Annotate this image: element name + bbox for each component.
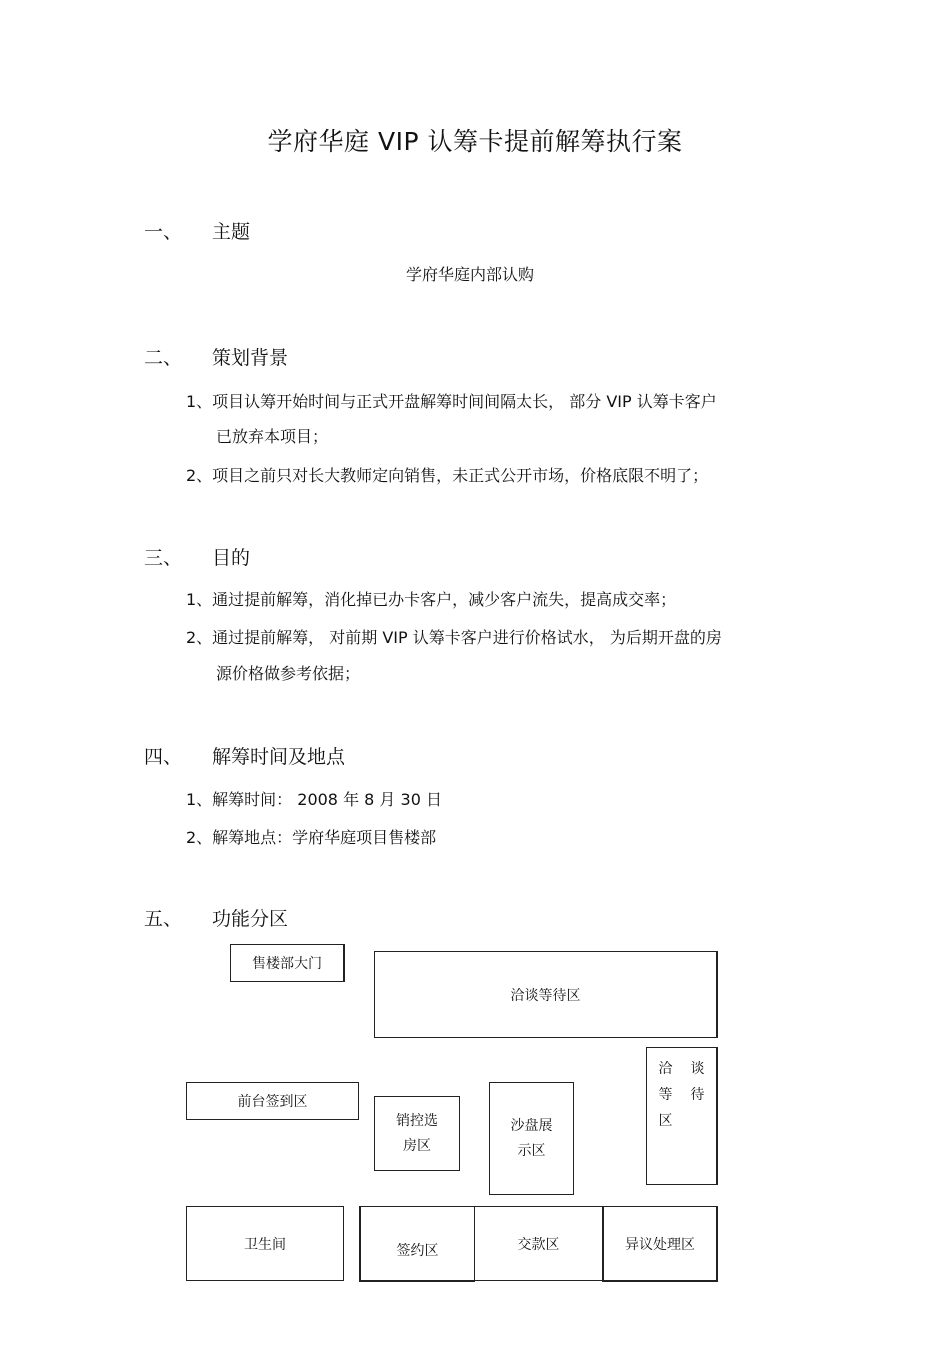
zone-signing: 签约区 xyxy=(359,1206,475,1282)
section-title-purpose: 目的 xyxy=(212,547,251,569)
section-number: 五、 xyxy=(144,908,183,930)
zone-negotiation-side xyxy=(646,1047,718,1185)
theme-text: 学府华庭内部认购 xyxy=(405,265,534,284)
zone-sales-control xyxy=(374,1096,460,1171)
section-title-background: 策划背景 xyxy=(212,347,289,369)
list-item: 1、通过提前解筹，消化掉已办卡客户，减少客户流失，提高成交率； xyxy=(186,590,677,609)
zone-dispute: 异议处理区 xyxy=(602,1206,718,1282)
zone-label: 销控选 xyxy=(396,1112,438,1129)
zone-entrance: 售楼部大门 xyxy=(230,944,345,982)
zone-label: 房区 xyxy=(403,1137,431,1154)
zone-char: 洽 xyxy=(658,1061,673,1077)
zone-payment: 交款区 xyxy=(474,1206,603,1281)
list-item: 2、通过提前解筹， 对前期 VIP 认筹卡客户进行价格试水， 为后期开盘的房 xyxy=(186,628,722,647)
zone-label: 示区 xyxy=(517,1142,546,1159)
zone-char: 等 xyxy=(658,1087,673,1103)
section-number: 三、 xyxy=(144,547,183,569)
zone-char: 谈 xyxy=(690,1061,705,1077)
list-item-continuation: 源价格做参考依据； xyxy=(216,664,361,683)
zone-char: 区 xyxy=(658,1113,673,1129)
zone-reception: 前台签到区 xyxy=(186,1082,359,1120)
list-item-continuation: 已放弃本项目； xyxy=(216,427,329,446)
section-number: 四、 xyxy=(144,746,183,768)
list-item: 2、解筹地点：学府华庭项目售楼部 xyxy=(186,828,437,847)
zone-label: 沙盘展 xyxy=(510,1117,553,1134)
zone-negotiation-top: 洽谈等待区 xyxy=(374,951,718,1038)
list-item: 1、解筹时间： 2008 年 8 月 30 日 xyxy=(186,790,442,809)
page-title: 学府华庭 VIP 认筹卡提前解筹执行案 xyxy=(267,127,683,156)
section-title-theme: 主题 xyxy=(212,221,251,243)
section-number: 一、 xyxy=(144,221,183,243)
zone-restroom: 卫生间 xyxy=(186,1206,344,1281)
list-item: 2、项目之前只对长大教师定向销售，未正式公开市场，价格底限不明了； xyxy=(186,466,709,485)
list-item: 1、项目认筹开始时间与正式开盘解筹时间间隔太长， 部分 VIP 认筹卡客户 xyxy=(186,392,717,411)
zone-char: 待 xyxy=(690,1087,705,1103)
zone-sand-table xyxy=(489,1082,574,1195)
section-title-zones: 功能分区 xyxy=(212,908,289,930)
section-title-time-place: 解筹时间及地点 xyxy=(212,746,346,768)
section-number: 二、 xyxy=(144,347,183,369)
